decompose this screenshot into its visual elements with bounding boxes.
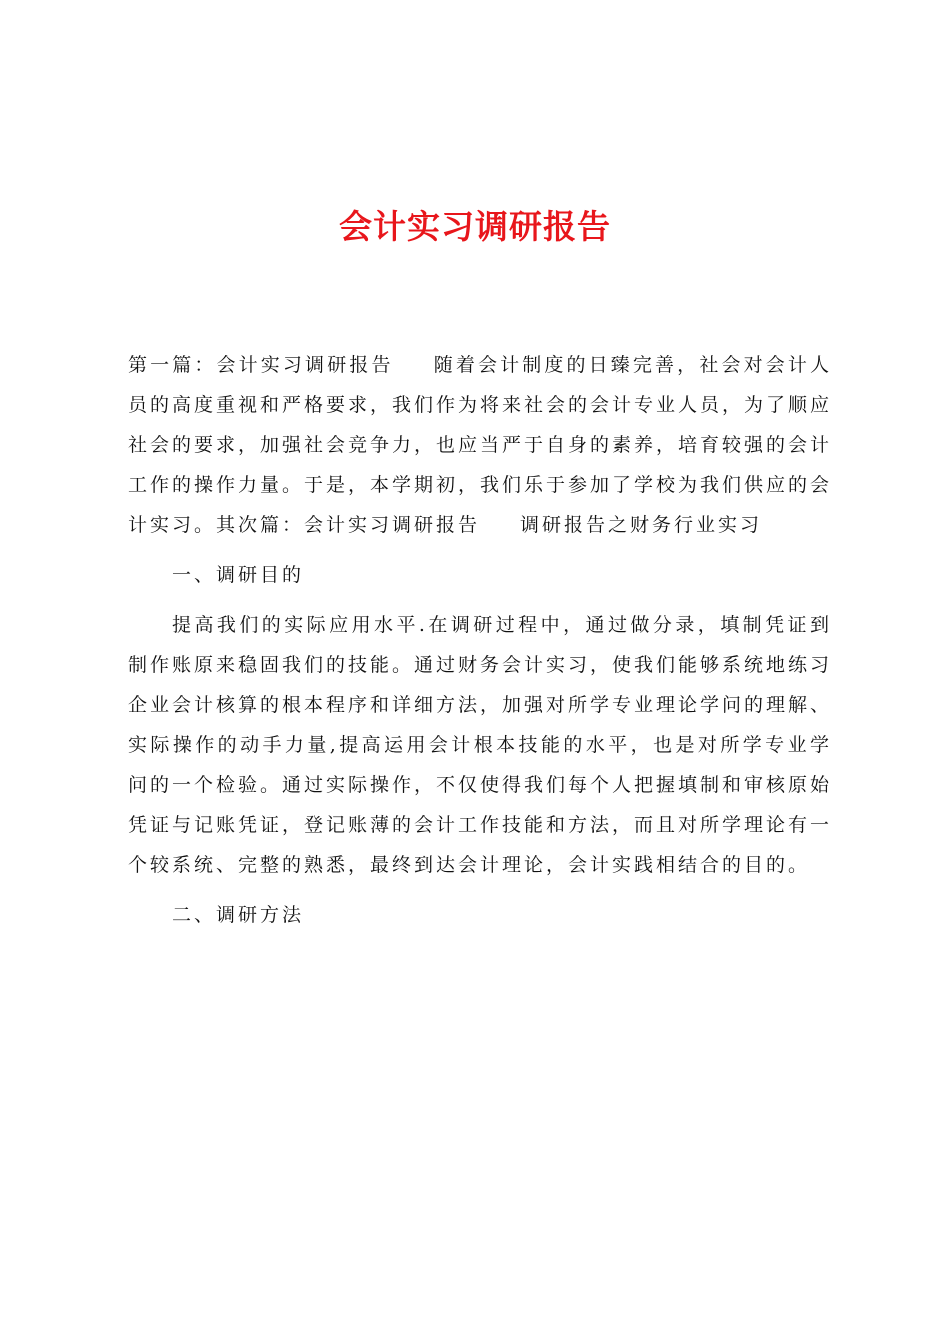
part2-text: 调研报告之财务行业实习 — [520, 514, 763, 536]
part1-label: 第一篇：会计实习调研报告 — [128, 354, 394, 376]
part1-text: 随着会计制度的日臻完善，社会对会计人员的高度重视和严格要求，我们作为将来社会的会计专业人员，为了顺应社会的要求，加强社会竞争力，也应当严于自身的素养，培育较强的会计工作的操作力量。于是，本学期初，我们乐于参加了学校为我们供应的会计实习。其次篇：会计实习调研报告 — [128, 354, 833, 536]
section-paragraph-purpose: 提高我们的实际应用水平.在调研过程中，通过做分录，填制凭证到制作账原来稳固我们的技能。通过财务会计实习，使我们能够系统地练习企业会计核算的根本程序和详细方法，加强对所学专业理论学问的理解、实际操作的动手力量,提高运用会计根本技能的水平，也是对所学专业学问的一个检验。通过实际操作，不仅使得我们每个人把握填制和审核原始凭证与记账凭证，登记账薄的会计工作技能和方法，而且对所学理论有一个较系统、完整的熟悉，最终到达会计理论，会计实践相结合的目的。 — [128, 614, 833, 876]
document-title: 会计实习调研报告 — [339, 207, 611, 246]
section-heading-method: 二、调研方法 — [172, 904, 305, 926]
document-body — [128, 345, 832, 945]
section-heading-purpose: 一、调研目的 — [172, 564, 305, 586]
intro-paragraph — [128, 345, 832, 545]
